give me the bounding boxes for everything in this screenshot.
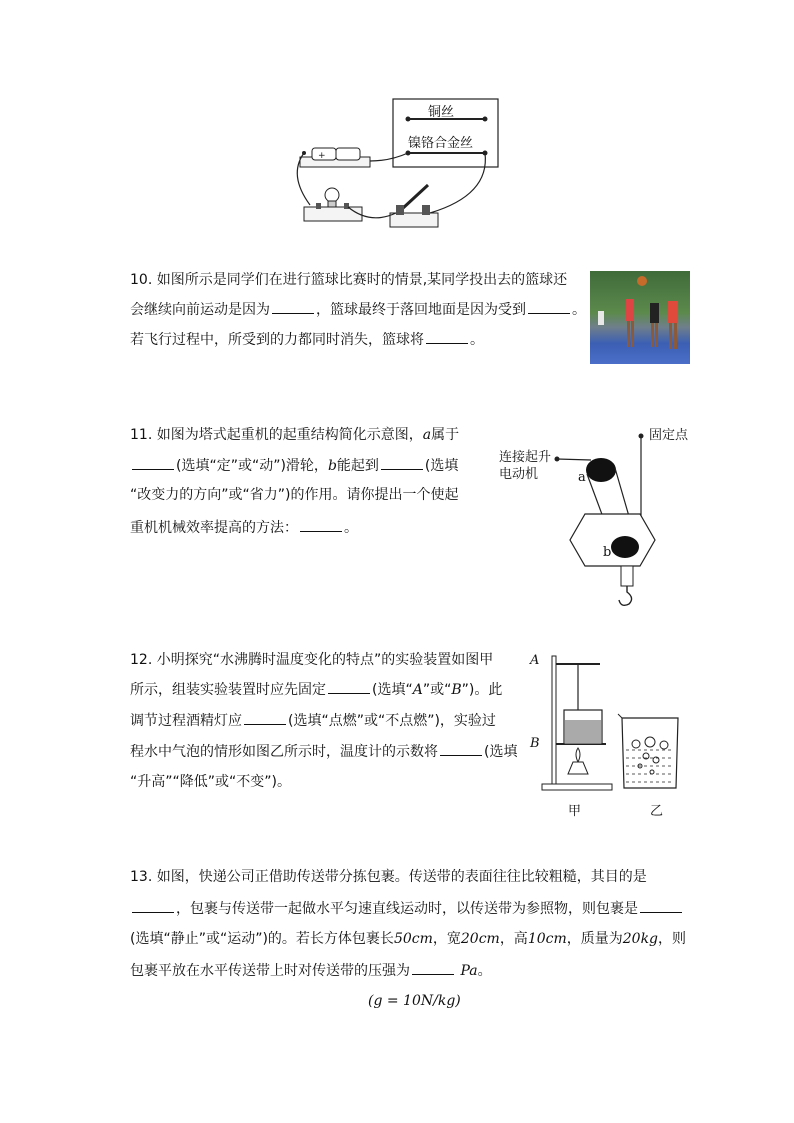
q11-text: (选填 <box>424 458 459 474</box>
q12-line-2 <box>130 679 502 700</box>
basketball-photo <box>590 271 690 364</box>
q12-text: (选填“点燃”或“不点燃”)，实验过 <box>288 713 496 729</box>
q10-text: ，篮球最终于落回地面是因为受到 <box>316 302 526 318</box>
q13-height: 10cm <box>527 931 567 947</box>
boiling-apparatus-drawing <box>528 648 703 818</box>
answer-blank[interactable] <box>272 299 314 314</box>
q13-text: ，高 <box>499 931 528 947</box>
basketball-players-drawing <box>590 271 690 364</box>
q13-text: ，质量为 <box>566 931 623 947</box>
q12-var-B: B <box>451 682 462 698</box>
q12-text: 所示，组装实验装置时应先固定 <box>130 682 326 698</box>
q11-var-a: a <box>422 427 432 443</box>
q11-line-3: “改变力的方向”或“省力”)的作用。请你提出一个使起 <box>130 487 459 503</box>
q12-text: ”)。此 <box>461 682 503 698</box>
answer-blank[interactable] <box>440 741 482 756</box>
q12-line-1: 12. 小明探究“水沸腾时温度变化的特点”的实验装置如图甲 <box>130 652 494 668</box>
q11-text: 能起到 <box>336 458 379 474</box>
figure-jia-label: 甲 <box>568 804 582 819</box>
q10-line-3 <box>130 329 484 350</box>
q12-line-3 <box>130 710 496 731</box>
answer-blank[interactable] <box>132 898 174 913</box>
clamp-A-label: A <box>530 653 540 668</box>
q13-mass: 20kg <box>622 931 659 947</box>
q13-text: 包裹平放在水平传送带上时对传送带的压强为 <box>130 963 410 979</box>
crane-pulley-diagram <box>495 420 705 615</box>
q13-length: 50cm <box>393 931 433 947</box>
q11-text: 11. 如图为塔式起重机的起重结构简化示意图， <box>130 427 423 443</box>
boiling-apparatus-diagram <box>528 648 703 818</box>
figure-yi-label: 乙 <box>650 804 664 819</box>
answer-blank[interactable] <box>640 898 682 913</box>
nichrome-wire-label: 镍铬合金丝 <box>408 136 474 151</box>
q12-text: 调节过程酒精灯应 <box>130 713 242 729</box>
q11-line-2 <box>130 455 458 476</box>
clamp-B-label: B <box>530 736 540 751</box>
q12-var-A: A <box>412 682 423 698</box>
q11-var-b: b <box>327 458 337 474</box>
q10-text: 会继续向前运动是因为 <box>130 302 270 318</box>
q13-text: (选填“静止”或“运动”)的。若长方体包裹长 <box>130 931 394 947</box>
q10-text: 。 <box>572 302 586 318</box>
q13-text: ，宽 <box>432 931 461 947</box>
answer-blank[interactable] <box>244 710 286 725</box>
copper-wire-label: 铜丝 <box>428 105 455 120</box>
circuit-drawing <box>290 95 505 235</box>
q10-line-1: 10. 如图所示是同学们在进行篮球比赛时的情景,某同学投出去的篮球还 <box>130 272 568 288</box>
motor-label-2: 电动机 <box>499 467 539 482</box>
q13-formula: (g = 10N/kg) <box>368 993 461 1009</box>
answer-blank[interactable] <box>426 329 468 344</box>
answer-blank[interactable] <box>300 517 342 532</box>
q13-text: ，包裹与传送带一起做水平匀速直线运动时，以传送带为参照物，则包裹是 <box>176 901 638 917</box>
q13-line-2 <box>130 898 684 919</box>
q13-line-4 <box>130 960 492 981</box>
q13-text: ，则 <box>658 931 687 947</box>
pulley-b-label: b <box>603 545 612 560</box>
q12-text: ”或“ <box>422 682 452 698</box>
q12-line-5: “升高”“降低”或“不变”)。 <box>130 774 291 790</box>
q11-text: (选填“定”或“动”)滑轮， <box>176 458 328 474</box>
q11-text: 。 <box>344 520 358 536</box>
circuit-diagram <box>290 95 505 235</box>
q10-text: 若飞行过程中，所受到的力都同时消失，篮球将 <box>130 332 424 348</box>
q13-line-1: 13. 如图，快递公司正借助传送带分拣包裹。传送带的表面往往比较粗糙，其目的是 <box>130 869 647 885</box>
q13-text: 。 <box>477 963 492 979</box>
answer-blank[interactable] <box>328 679 370 694</box>
fixed-point-label: 固定点 <box>649 428 689 443</box>
pulley-a-label: a <box>578 470 586 485</box>
q11-text: 属于 <box>431 427 460 443</box>
q10-line-2 <box>130 299 586 320</box>
q12-text: (选填 <box>484 744 518 760</box>
answer-blank[interactable] <box>381 455 423 470</box>
motor-label-1: 连接起升 <box>499 450 552 465</box>
q13-line-3 <box>130 929 686 949</box>
q13-width: 20cm <box>460 931 500 947</box>
svg-text:+: + <box>318 151 326 161</box>
q12-text: 程水中气泡的情形如图乙所示时，温度计的示数将 <box>130 744 438 760</box>
q12-line-4 <box>130 741 517 762</box>
q13-unit-pa: Pa <box>460 963 478 979</box>
q10-text: 。 <box>470 332 484 348</box>
answer-blank[interactable] <box>528 299 570 314</box>
q12-text: (选填“ <box>372 682 413 698</box>
q11-line-1 <box>130 425 459 445</box>
q11-line-4 <box>130 517 358 538</box>
answer-blank[interactable] <box>132 455 174 470</box>
answer-blank[interactable] <box>412 960 454 975</box>
q11-text: 重机机械效率提高的方法： <box>130 520 298 536</box>
